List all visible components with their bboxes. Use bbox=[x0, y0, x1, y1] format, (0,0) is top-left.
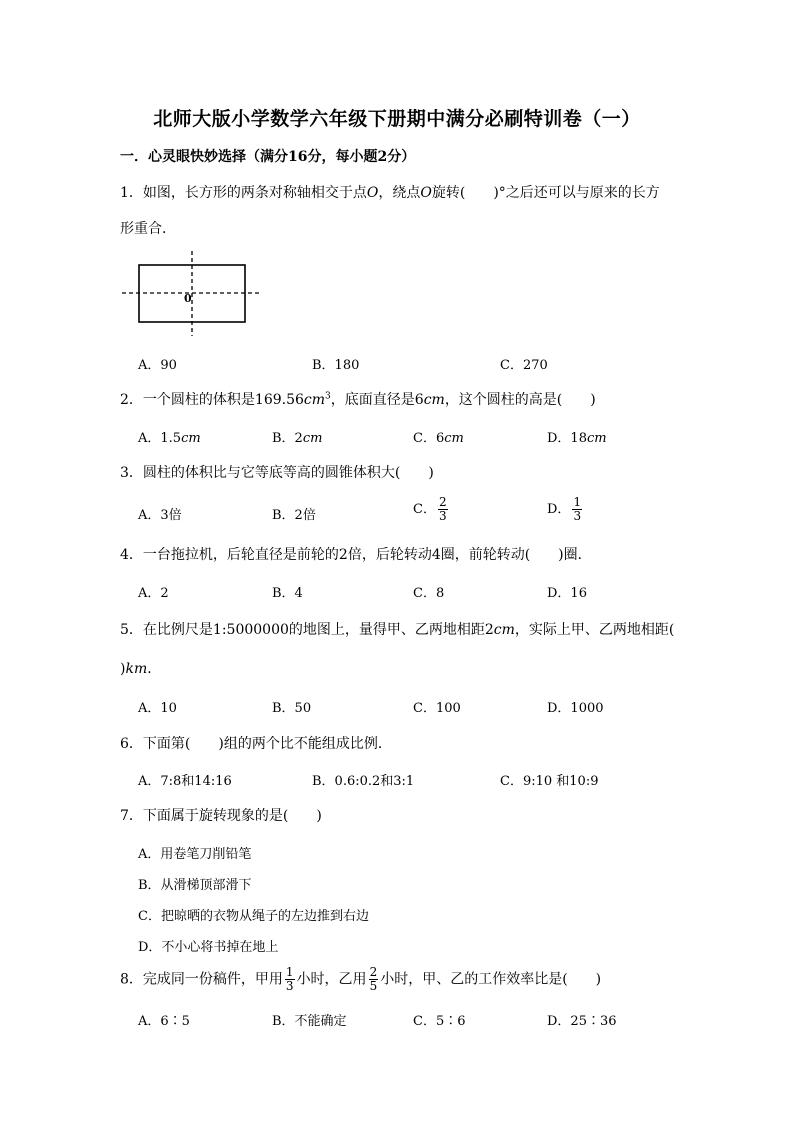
q8-option-b[interactable]: B．不能确定 bbox=[272, 1014, 347, 1029]
q6-option-b[interactable]: B．0.6:0.2和3:1 bbox=[312, 774, 415, 789]
q3-option-a[interactable]: A．3倍 bbox=[138, 508, 182, 523]
q3-option-c[interactable]: C． $\frac{2}{3}$ bbox=[413, 495, 447, 523]
point-o-label: 0 bbox=[184, 292, 192, 305]
q1-option-a[interactable]: A．90 bbox=[138, 358, 177, 373]
fraction-one-third-hours: $\frac{1}{3}$ bbox=[285, 965, 294, 993]
q5-option-b[interactable]: B．50 bbox=[272, 701, 312, 716]
fraction-two-thirds: $\frac{2}{3}$ bbox=[438, 495, 447, 523]
question-1-line-1: 1．如图，长方形的两条对称轴相交于点O，绕点O旋转( )°之后还可以与原来的长方 bbox=[120, 185, 660, 201]
q4-option-c[interactable]: C．8 bbox=[413, 586, 445, 601]
q4-option-d[interactable]: D．16 bbox=[547, 586, 587, 601]
q8-option-c[interactable]: C．5∶6 bbox=[413, 1014, 466, 1029]
page-title: 北师大版小学数学六年级下册期中满分必刷特训卷（一） bbox=[153, 108, 641, 130]
question-8: 8．完成同一份稿件，甲用 $\frac{1}{3}$ 小时，乙用 $\frac{2}{5}$ 小时，甲、乙的工作效率比是( ) bbox=[120, 965, 602, 993]
rectangle-axes-figure bbox=[118, 248, 264, 340]
fraction-one-third: $\frac{1}{3}$ bbox=[573, 495, 582, 523]
q3-option-b[interactable]: B．2倍 bbox=[272, 508, 316, 523]
q2-option-a[interactable]: A．1.5cm bbox=[138, 431, 201, 446]
q2-option-c[interactable]: C．6cm bbox=[413, 431, 464, 446]
q3-option-d[interactable]: D． $\frac{1}{3}$ bbox=[547, 495, 582, 523]
q6-option-a[interactable]: A．7:8和14:16 bbox=[138, 774, 232, 789]
question-2: 2．一个圆柱的体积是$169.56cm^3$，底面直径是6cm，这个圆柱的高是( ) bbox=[120, 391, 596, 408]
q4-option-b[interactable]: B．4 bbox=[272, 586, 303, 601]
section-heading: 一．心灵眼快妙选择（满分16分，每小题2分） bbox=[120, 149, 416, 165]
q6-option-c[interactable]: C．9:10 和10:9 bbox=[500, 774, 599, 789]
q5-option-d[interactable]: D．1000 bbox=[547, 701, 604, 716]
question-7: 7．下面属于旋转现象的是( ) bbox=[120, 808, 322, 824]
fraction-two-fifths-hours: $\frac{2}{5}$ bbox=[369, 965, 378, 993]
q5-option-c[interactable]: C．100 bbox=[413, 701, 461, 716]
q4-option-a[interactable]: A．2 bbox=[138, 586, 169, 601]
question-4: 4．一台拖拉机，后轮直径是前轮的2倍，后轮转动4圈，前轮转动( )圈． bbox=[120, 547, 592, 563]
q1-option-b[interactable]: B．180 bbox=[312, 358, 360, 373]
question-6: 6．下面第( )组的两个比不能组成比例． bbox=[120, 736, 392, 752]
q8-option-a[interactable]: A．6∶5 bbox=[138, 1014, 190, 1029]
question-5-line-2: )km． bbox=[120, 661, 162, 677]
q8-option-d[interactable]: D．25∶36 bbox=[547, 1014, 617, 1029]
q7-option-b[interactable]: B．从滑梯顶部滑下 bbox=[138, 878, 252, 893]
q5-option-a[interactable]: A．10 bbox=[138, 701, 177, 716]
question-5-line-1: 5．在比例尺是1:5000000的地图上，量得甲、乙两地相距2cm，实际上甲、乙两地相距( bbox=[120, 622, 675, 638]
q2-option-b[interactable]: B．2cm bbox=[272, 431, 323, 446]
q2-option-d[interactable]: D．18cm bbox=[547, 431, 607, 446]
question-3: 3．圆柱的体积比与它等底等高的圆锥体积大( ) bbox=[120, 465, 434, 481]
q7-option-a[interactable]: A．用卷笔刀削铅笔 bbox=[138, 847, 252, 862]
q7-option-c[interactable]: C．把晾晒的衣物从绳子的左边推到右边 bbox=[138, 909, 369, 924]
q7-option-d[interactable]: D．不小心将书掉在地上 bbox=[138, 940, 279, 955]
q1-option-c[interactable]: C．270 bbox=[500, 358, 548, 373]
question-1-line-2: 形重合． bbox=[120, 221, 176, 237]
